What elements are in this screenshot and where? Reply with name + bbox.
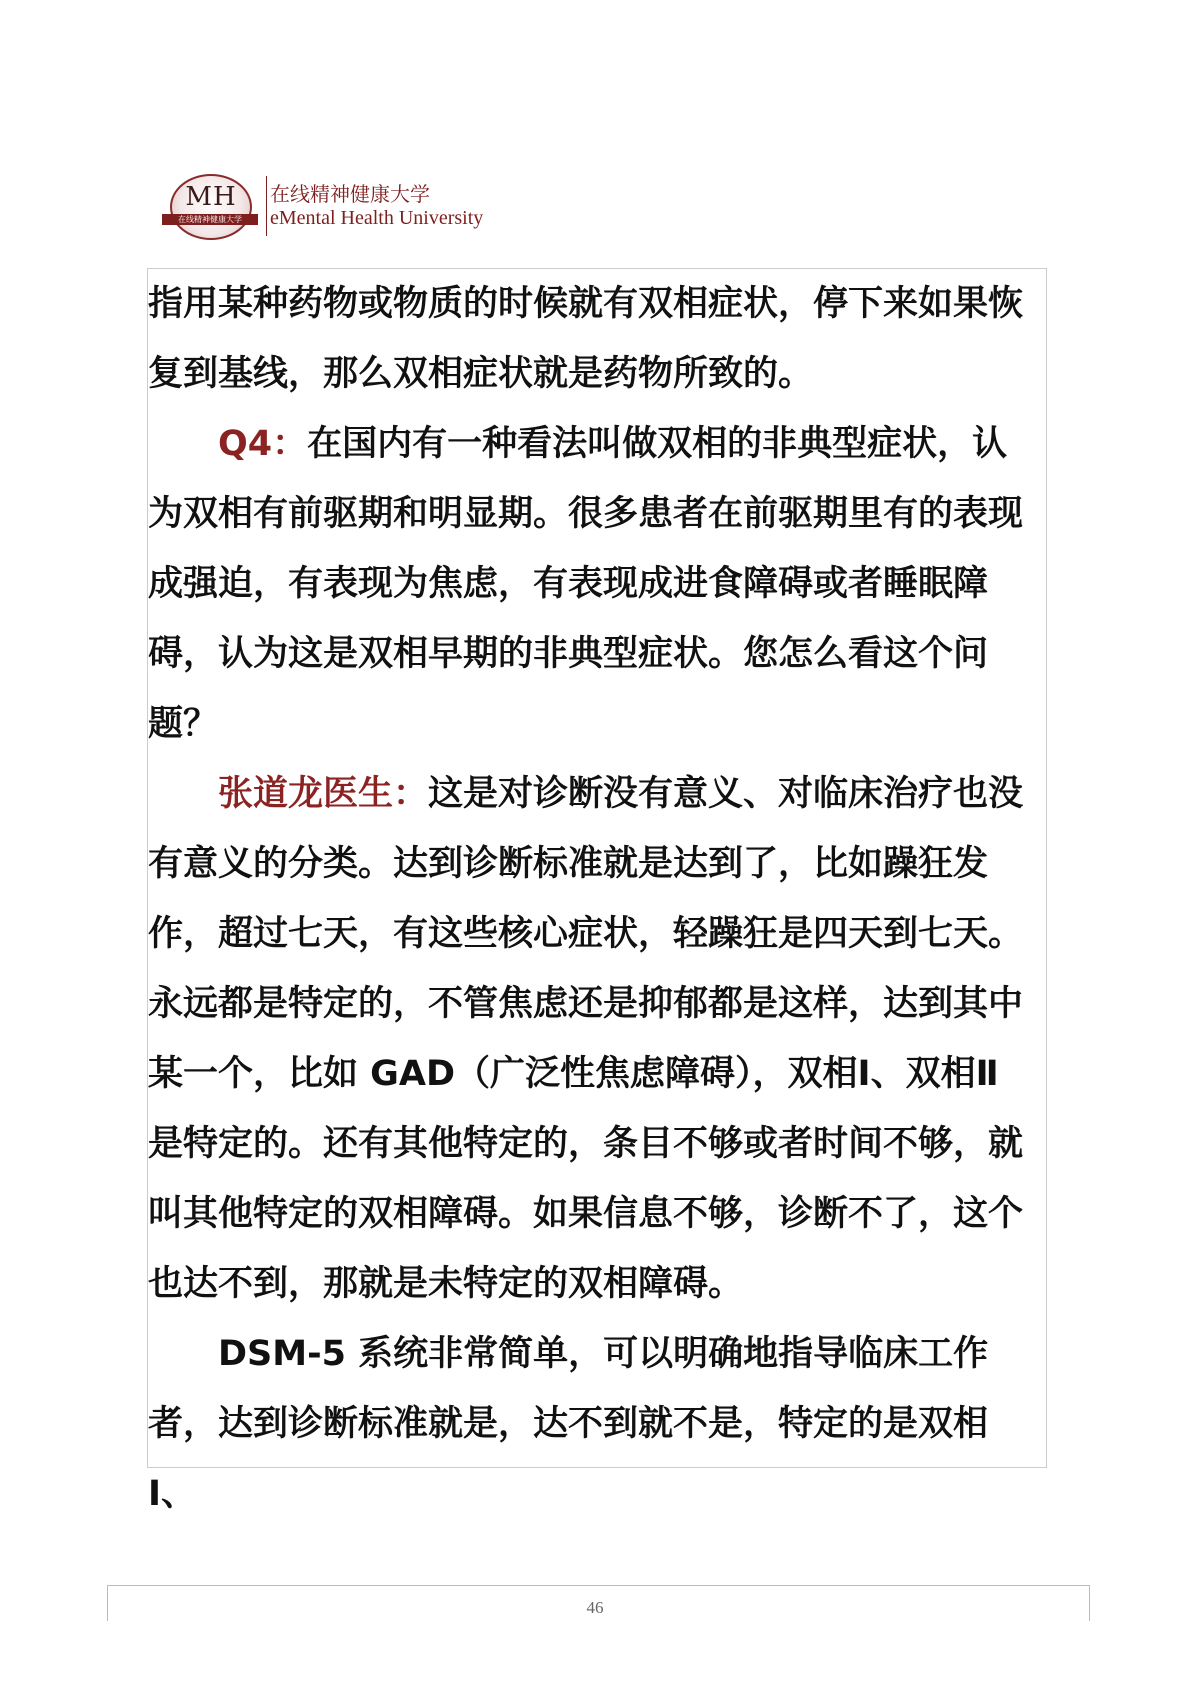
paragraph-answer <box>148 759 1033 1319</box>
paragraph-question <box>148 409 1033 759</box>
answer-text: 这是对诊断没有意义、对临床治疗也没有意义的分类。达到诊断标准就是达到了，比如躁狂发作，超过七天，有这些核心症状，轻躁狂是四天到七天。永远都是特定的，不管焦虑还是抑郁都是这样，达到其中某一个，比如 GAD（广泛性焦虑障碍），双相Ⅰ、双相Ⅱ是特定的。还有其他特定的，条目不够或者时间不够，就叫其他特定的双相障碍。如果信息不够，诊断不了，这个也达不到，那就是未特定的双相障碍。 <box>148 774 1024 1304</box>
logo-divider <box>266 176 267 236</box>
logo-seal-icon <box>170 174 252 240</box>
footer-rule <box>107 1585 1090 1586</box>
org-name-cn: 在线精神健康大学 <box>270 182 430 206</box>
paragraph-dsm5: DSM-5 系统非常简单，可以明确地指导临床工作者，达到诊断标准就是，达不到就不是，特定的是双相Ⅰ、 <box>148 1334 989 1514</box>
page-number: 46 <box>586 1598 604 1617</box>
org-name-en: eMental Health University <box>270 207 484 229</box>
speaker-label: 张道龙医生： <box>218 774 429 814</box>
logo-mark: MH <box>185 182 237 212</box>
question-text: 在国内有一种看法叫做双相的非典型症状，认为双相有前驱期和明显期。很多患者在前驱期里有的表现成强迫，有表现为焦虑，有表现成进食障碍或者睡眠障碍，认为这是双相早期的非典型症状。您怎么看这个问题？ <box>148 424 1024 744</box>
paragraph-continuation: 指用某种药物或物质的时候就有双相症状，停下来如果恢复到基线，那么双相症状就是药物所致的。 <box>148 284 1024 394</box>
question-label: Q4： <box>218 424 308 464</box>
content-box <box>147 268 1047 1514</box>
logo-band: 在线精神健康大学 <box>162 214 258 225</box>
org-logo <box>170 172 510 242</box>
